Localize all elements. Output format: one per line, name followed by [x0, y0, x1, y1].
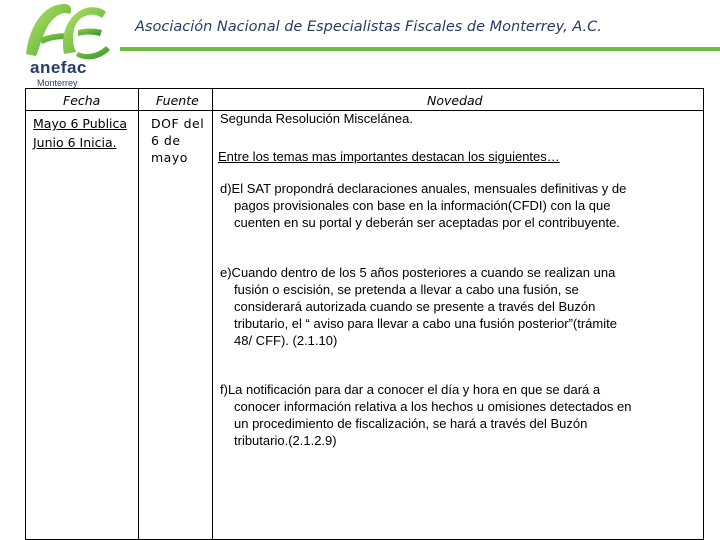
item-line: conocer información relativa a los hechos u omisiones detectados en [234, 399, 632, 414]
novedad-title: Segunda Resolución Miscelánea. [220, 111, 413, 126]
novedad-item [220, 381, 704, 449]
header-fecha: Fecha [63, 93, 101, 108]
item-line: considerará autorizada cuando se presente a través del Buzón [234, 299, 596, 314]
item-line: 48/ CFF). (2.1.10) [234, 333, 338, 348]
item-line: tributario.(2.1.2.9) [234, 433, 337, 448]
logo-wordmark: anefac [30, 58, 87, 77]
item-line: tributario, el “ aviso para llevar a cabo una fusión posterior”(trámite [234, 316, 617, 331]
anefac-logo [20, 0, 120, 88]
column-divider [212, 89, 213, 539]
item-line: pagos provisionales con base en la información(CFDI) con la que [234, 198, 611, 213]
novedad-subtitle: Entre los temas mas importantes destacan los siguientes… [218, 149, 560, 164]
fuente-line: DOF del [151, 116, 205, 131]
item-line: d)El SAT propondrá declaraciones anuales, mensuales definitivas y de [220, 181, 627, 196]
item-line: e)Cuando dentro de los 5 años posteriores a cuando se realizan una [220, 265, 616, 280]
fecha-line: Mayo 6 Publica [33, 116, 128, 131]
item-line: cuenten en su portal y deberán ser aceptadas por el contribuyente. [234, 215, 620, 230]
item-line: f)La notificación para dar a conocer el día y hora en que se dará a [220, 382, 601, 397]
item-line: fusión o escisión, se pretenda a llevar a cabo una fusión, se [234, 282, 579, 297]
fuente-line: mayo [151, 150, 188, 165]
novedad-item [220, 264, 704, 349]
item-line: un procedimiento de fiscalización, se hará a través del Buzón [234, 416, 588, 431]
novedad-item [220, 180, 704, 231]
fecha-line: Junio 6 Inicia. [33, 135, 117, 150]
page-title: Asociación Nacional de Especialistas Fiscales de Monterrey, A.C. [135, 19, 602, 35]
header-fuente: Fuente [156, 93, 199, 108]
column-divider [138, 89, 139, 539]
logo-city: Monterrey [37, 78, 78, 88]
header-novedad: Novedad [427, 93, 483, 108]
fuente-line: 6 de [151, 133, 181, 148]
novedades-table [25, 88, 704, 540]
header-divider [120, 47, 720, 51]
anefac-logo-icon [20, 0, 120, 60]
